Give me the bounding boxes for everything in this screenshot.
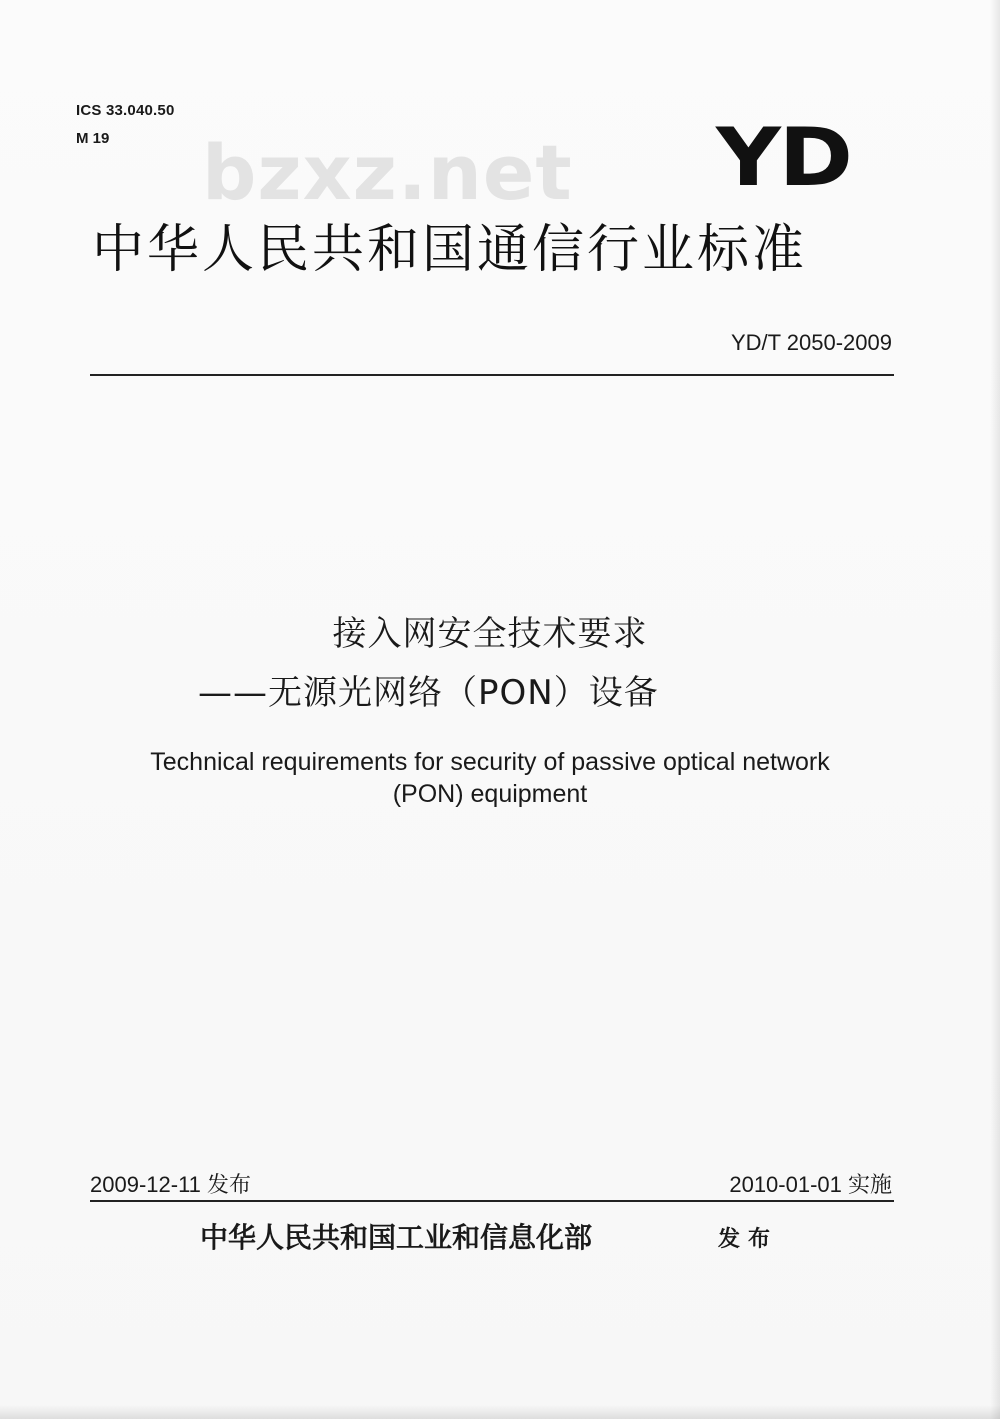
chinese-title-line-1: 接入网安全技术要求 — [332, 614, 648, 654]
classification-code: M 19 — [76, 130, 110, 147]
publish-date: 2009-12-11 发布 — [90, 1172, 252, 1197]
chinese-title-line-2: ——无源光网络（PON）设备 — [198, 673, 659, 713]
implement-date: 2010-01-01 实施 — [729, 1172, 892, 1197]
issuing-authority-suffix: 发布 — [718, 1226, 779, 1252]
yd-logo: YD — [716, 111, 851, 204]
page-edge-shadow-right — [990, 0, 1000, 1419]
watermark: bzxz.net — [202, 128, 573, 217]
page-edge-shadow-bottom — [0, 1405, 1000, 1419]
ics-code: ICS 33.040.50 — [76, 102, 175, 119]
page-title: 中华人民共和国通信行业标准 — [92, 220, 808, 280]
standard-number: YD/T 2050-2009 — [730, 330, 892, 355]
english-title-line-2: (PON) equipment — [392, 780, 588, 808]
english-title-line-1: Technical requirements for security of passive optical network — [150, 748, 830, 776]
bottom-divider — [90, 1200, 894, 1202]
top-divider — [90, 374, 894, 376]
issuing-authority: 中华人民共和国工业和信息化部 — [200, 1221, 593, 1254]
